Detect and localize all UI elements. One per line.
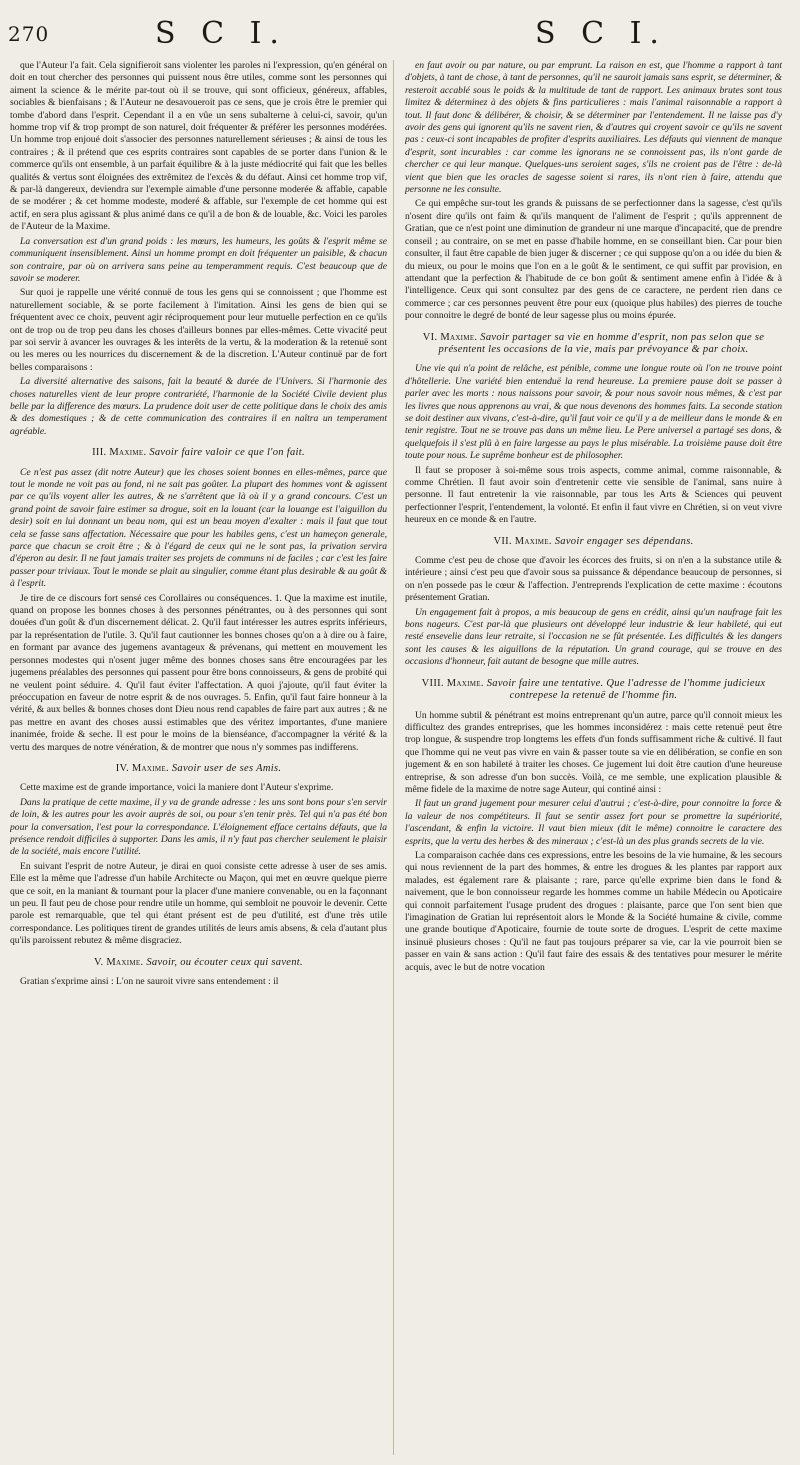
maxim-heading <box>405 536 782 548</box>
left-column <box>10 60 387 1460</box>
paragraph: Ce qui empêche sur-tout les grands & puissans de se perfectionner dans la sagesse, c'est qu'ils n'osent dire qu'ils ont faim & qu'ils manquent de l'aliment de l'esprit ; qu'ils apprennent de Gratian, que ce n'est point une diminution de grandeur ni une marque d'incapacité, que de prendre conseil ; au contraire, on se met en passe d'habile homme, en se conseillant bien. Car pour bien consulter, il faut être capable de bien juger & discerner ; ce qui suppose qu'on a ou idée du bien & du mieux, ou pour le moins que l'on en a le goût & le sentiment, ce qui suffit par provision, en attendant que la perfection & l'habitude de ce bon goût & sentiment amene enfin à l'idée & à l'intelligence. Ceux qui sont consultez par des gens de ce caractere, ne perdent rien dans ce commerce ; car ces personnes peuvent être pour eux (quoique plus habiles) des pierres de touche pour connoitre le degré de bonté de leur sagesse plus ou moins épurée. <box>405 198 782 322</box>
right-column <box>405 60 782 1460</box>
paragraph: que l'Auteur l'a fait. Cela signifieroit sans violenter les paroles ni l'expression, qu'en général on doit en tout chercher des personnes qui puissent nous être utiles, comme sont les personnes qui aiment la science & le mérite par-tout où il se trouve, qui sont officieux, généreux, affables, sociables & bienfaisans ; & l'Auteur ne desavoueroit pas ce sens, que je crois être le premier qui tombe d'abord dans l'esprit. Cependant il a en vûe un sens subalterne à celui-ci, savoir, qu'un homme trop vif & trop prompt de son naturel, doit fréquenter & préférer les personnes modérées. Un homme trop enjoué doit s'associer des personnes naturellement sérieuses ; & ainsi de tous les contraires ; & il prétend que ces esprits contraires sont capables de se porter dans l'union & le commerce qu'ils ont ensemble, à un parfait équilibre & à la juste médiocrité qui fait que les belles qualités & vertus sont éloignées des extrêmitez de l'excès & du défaut. Ainsi cet homme trop vif, & par-là dangereux, deviendra sur l'exemple aimable d'une personne moderée & affable, capable de se modérer ; & cet homme modeste, moderé & affable, sur l'exemple de cet homme qui est actif, en sera plus agissant & plus animé dans ce qu'il a de bon & de louable, &c. Voici les paroles de l'Auteur de la Maxime. <box>10 60 387 233</box>
maxim-title: Savoir partager sa vie en homme d'esprit, non pas selon que se présentent les occasions de la vie, mais par prévoyance & par choix. <box>438 331 765 355</box>
paragraph: En suivant l'esprit de notre Auteur, je dirai en quoi consiste cette adresse à user de ses amis. Elle est la même que l'adresse d'un habile Architecte ou Maçon, qui met en œuvre quelque pierre que ce soit, en la maniant & tournant pour la placer d'une maniere convenable, ou en la façonnant un peu. Il faut peu de chose pour rendre utile un homme, qui sembloit ne pouvoir le devenir. Cette parole est remarquable, que tel qui étant présent est de peu d'utilité, est d'une très utile correspondance. Les politiques tirent de grandes utilités de leurs amis absens, & cela d'autant plus qu'ils paroissent rebutez & même disgraciez. <box>10 860 387 947</box>
maxim-number: V. Maxime. <box>94 956 144 968</box>
paragraph: Il faut se proposer à soi-même sous trois aspects, comme animal, comme raisonnable, & comme Chrétien. Il faut avoir soin d'entretenir cette vie sensible de l'animal, sans nuire à personne. Il faut entretenir la vie raisonnable, par tous les Arts & Sciences qui peuvent perfectionner l'esprit, l'entendement, la volonté. Et enfin il faut vivre en Chrétien, si on veut vivre heureux en ce monde & en l'autre. <box>405 464 782 526</box>
maxim-heading <box>405 332 782 357</box>
quotation: La conversation est d'un grand poids : les mœurs, les humeurs, les goûts & l'esprit même se communiquent insensiblement. Ainsi un homme prompt en doit fréquenter un paisible, & chacun son contraire, par où on arrivera sans peine au temperamment requis. C'est beaucoup que de savoir se moderer. <box>10 235 387 284</box>
paragraph: Gratian s'exprime ainsi : L'on ne sauroit vivre sans entendement : il <box>20 976 279 988</box>
maxim-number: VII. Maxime. <box>493 535 552 547</box>
paragraph: Sur quoi je rappelle une vérité connuë de tous les gens qui se connoissent ; que l'homme est naturellement sociable, & se porte facilement à l'imitation. Ainsi les gens de bien qui se fréquentent avec ce choix, peuvent agir réciproquement pour leur mutuelle perfection en ce qu'ils ont de trop ou de trop peu dans les choses d'ailleurs bonnes par elles-mêmes. Cette vivacité peut par soi servir à avancer les ouvrages & les interêts de la vertu, & la moderation & la retenuë sont ou les meres ou les nourrices du discernement & de la discretion. L'Auteur continuë par de fort belles comparaisons : <box>10 287 387 373</box>
quotation: en faut avoir ou par nature, ou par emprunt. La raison en est, que l'homme a rapport à tant d'objets, à tant de chose, à tant de personnes, qu'il ne sauroit jamais sans esprit, se déterminer, & resteroit accablé sous le poids & la multitude de tant de rapport. Les animaux brutes sont tous limitez & déterminez à des objets & fins particulieres : mais l'animal raisonnable a rapport à tout. Il faut donc & délibérer, & choisir, & se déterminer par l'entendement. Il ne laisse pas d'y avoir des gens qui ignorent qu'ils ne savent rien, & d'autres qui croyent savoir ce qu'ils ne savent pas : ceux-ci sont incapables de profiter d'esprits auxiliaires. Les défauts qui viennent de manque d'esprit, sont incurables : car comme les ignorans ne se connoissent pas, ils n'ont garde de chercher ce qui leur manque. Quelques-uns seroient sages, s'ils ne croient pas de l'être : de-là vient que bien que les oracles de sagesse soient si rares, ils n'ont rien à faire, attendu que personne ne les consulte. <box>405 60 782 196</box>
maxim-heading <box>405 678 782 703</box>
page-number: 270 <box>8 22 50 46</box>
quotation: Il faut un grand jugement pour mesurer celui d'autrui ; c'est-à-dire, pour connoitre la force & la valeur de nos compétiteurs. Il faut se sentir assez fort pour se promettre la supériorité, l'ascendant, & enfin la victoire. Il vaut bien mieux (dit le même) connoitre le caractere des esprits, que la vertu des herbes & des mineraux ; c'est-là un des plus grands secrets de la vie. <box>405 798 782 847</box>
maxim-title: Savoir faire une tentative. Que l'adresse de l'homme judicieux contrepese la retenuë de l'homme fin. <box>486 677 766 702</box>
quotation: Un engagement fait à propos, a mis beaucoup de gens en crédit, ainsi qu'un naufrage fait les bons nageurs. C'est par-là que plusieurs ont développé leur industrie & leur habileté, qui eut resté ensevelie dans leur retraite, si l'occasion ne se fût présentée. Les difficultés & les dangers sont les causes & les aiguillons de la réputation. Un grand courage, qui se trouve en des occasions d'honneur, fait autant de besogne que mille autres. <box>405 606 782 668</box>
maxim-title: Savoir, ou écouter ceux qui savent. <box>146 956 303 968</box>
maxim-number: VIII. Maxime. <box>421 677 484 689</box>
maxim-number: VI. Maxime. <box>422 331 478 343</box>
maxim-heading <box>10 763 387 775</box>
maxim-heading <box>10 447 387 459</box>
paragraph: Un homme subtil & pénétrant est moins entreprenant qu'un autre, parce qu'il connoit mieux les difficultez des grandes entreprises, que les hommes inconsidérez : mais cette retenuë peut être trop longue, & suspendre trop longtems les effets d'un fonds suffisamment riche & cultivé. Il faut que l'homme qui ne veut pas vivre en vain & passer toute sa vie en délibération, se confie en son jugement & en son habileté à traiter les choses. Ce jugement lui doit être caution d'une heureuse entreprise, & son adresse d'un bon succès. Voilà, ce me semble, une explication plausible & même fidele de la maxime de notre sage Auteur, qui continé ainsi : <box>405 709 782 795</box>
paragraph: Comme c'est peu de chose que d'avoir les écorces des fruits, si on n'en a la substance utile & intérieure ; ainsi c'est peu que d'avoir sous sa puissance & dépendance beaucoup de personnes, si on n'en possede pas le cœur & l'affection. J'entreprends l'explication de cette maxime : écoutons présentement Gratian. <box>405 555 782 604</box>
quotation: Dans la pratique de cette maxime, il y va de grande adresse : les uns sont bons pour s'en servir de loin, & les autres pour les avoir auprès de soi, ou pour s'en tenir près. Tel qui n'a pas été bon pour la conversation, l'est pour la correspondance. L'éloignement efface certains défauts, que la présence rendoit difficiles à supporter. Dans les amis, il n'y faut pas chercher seulement le plaisir de la société, mais encore l'utilité. <box>10 796 387 858</box>
maxim-number: IV. Maxime. <box>115 762 169 774</box>
maxim-title: Savoir user de ses Amis. <box>171 762 282 774</box>
quotation: Une vie qui n'a point de relâche, est pénible, comme une longue route où l'on ne trouve point d'hôtellerie. Une variété bien entenduë la rend heureuse. La premiere pause doit se passer à parler avec les morts : nous naissons pour savoir, & pour nous savoir nous mêmes, & c'est par les livres que nous apprenons au vrai, & que nous devenons des hommes faits. La seconde station se doit destiner aux vivans, c'est-à-dire, qu'il faut voir ce qu'il y a de meilleur dans le monde & en tenir registre. Tout ne se trouve pas dans un même lieu. Le Pere universel a partagé ses dons, & quelquefois il s'est plû à en faire largesse au pays le plus misérable. La troisième pause doit être toute pour nous. Le suprême bonheur est de philosopher. <box>405 363 782 462</box>
page-header <box>0 14 800 54</box>
paragraph: La comparaison cachée dans ces expressions, entre les besoins de la vie humaine, & les secours qui nous reviennent de la part des hommes, & entre les drogues & les plantes par rapport aux malades, est également rare & plaisante ; rare, parce qu'elle exprime bien dans le fond & naivement, que le bon connoisseur regarde les hommes comme un habile Médecin ou Apoticaire qui connoit parfaitement l'usage prudent des drogues : plaisante, parce que l'on sent bien que l'imagination de Gratian lui représentoit alors le Monde & la Société humaine & civile, comme une grande boutique d'Apoticaire, fournie de toute sorte de drogues. L'esprit de cette maxime insinuë plusieurs choses : Qu'il ne faut pas toujours préparer sa vie, car la vie pourroit bien se passer en vain & sans action : Qu'il faut faire des essais & des tentatives pour mesurer le mérite acquis, avec le but de notre vocation <box>405 849 782 973</box>
maxim-heading <box>10 957 387 969</box>
maxim-title: Savoir engager ses dépendans. <box>554 535 694 547</box>
paragraph: Je tire de ce discours fort sensé ces Corollaires ou conséquences. 1. Que la maxime est inutile, quand on propose les bonnes choses à des personnes pénétrantes, ou à des personnes qui sont douées d'un goût & d'un discernement délicat. 2. Qu'il faut intéresser les autres esprits inférieurs, par la représentation de l'utile. 3. Qu'il faut cautionner les bonnes choses qu'on a à dire ou à faire, en formant par avance des jugemens avantageux & prévenans, qui mettent en mouvement les personnes modestes qui n'osent juger même des bonnes choses sans être encouragées par les jugemens préalables des personnes qui passent pour être bons connoisseurs, & gens de probité qui ne veulent point séduire. 4. Qu'il faut éviter l'affectation. A quoi j'ajoute, qu'il faut éviter la préoccupation en faveur de notre esprit & de nos ouvrages. 5. Enfin, qu'il faut faire honneur à la vérité, & aux belles & bonnes choses dont Dieu nous rend capables de faire part aux autres ; & ne pas mettre en avant des choses aussi estimables que des véritez importantes, d'une maniere inanimée, froide & seche. Il est pour le moins de la bienséance, d'accompagner la vérité & la vertu des marques de notre vénération, & de montrer que nous n'y sommes pas indifferens. <box>10 592 387 753</box>
quotation: Ce n'est pas assez (dit notre Auteur) que les choses soient bonnes en elles-mêmes, parce que tout le monde ne voit pas au fond, ni ne sait pas goûter. La plupart des hommes vont & agissent par ce qu'ils voyent aller les autres, & ne s'arrêtent que là où il y a grand concours. C'est un grand point de savoir faire estimer sa drogue, soit en la louant (car la louange est l'aiguillon du desir) soit en lui donnant un beau nom, qui est un beau moyen d'exalter : mais il faut que tout cela se fasse sans affectation. Nécessaire que pour les habiles gens, c'est un hameçon generale, parce que chacun se croit être ; & à l'égard de ceux qui ne le sont pas, la privation servira d'éperon au desir. Il ne faut jamais traiter ses projets de communs ni de faciles ; car c'est les faire passer pour triviaux. Tout le monde se plait au singulier, comme étant plus desirable & au goût & à l'esprit. <box>10 466 387 590</box>
running-head-left: S C I. <box>155 16 287 51</box>
quotation: La diversité alternative des saisons, fait la beauté & durée de l'Univers. Si l'harmonie des choses naturelles vient de leur propre contrariété, l'harmonie de la Société Civile devient plus belle par la difference des mœurs. La prudence doit user de cette politique dans le choix des amis & des domestiques ; & de cette communication des contraires il en naîtra un temperament agréable. <box>10 376 387 437</box>
maxim-title: Savoir faire valoir ce que l'on fait. <box>149 447 305 459</box>
paragraph: Cette maxime est de grande importance, voici la maniere dont l'Auteur s'exprime. <box>20 782 334 794</box>
column-divider <box>393 60 394 1455</box>
maxim-number: III. Maxime. <box>92 447 147 459</box>
running-head-right: S C I. <box>535 16 667 51</box>
